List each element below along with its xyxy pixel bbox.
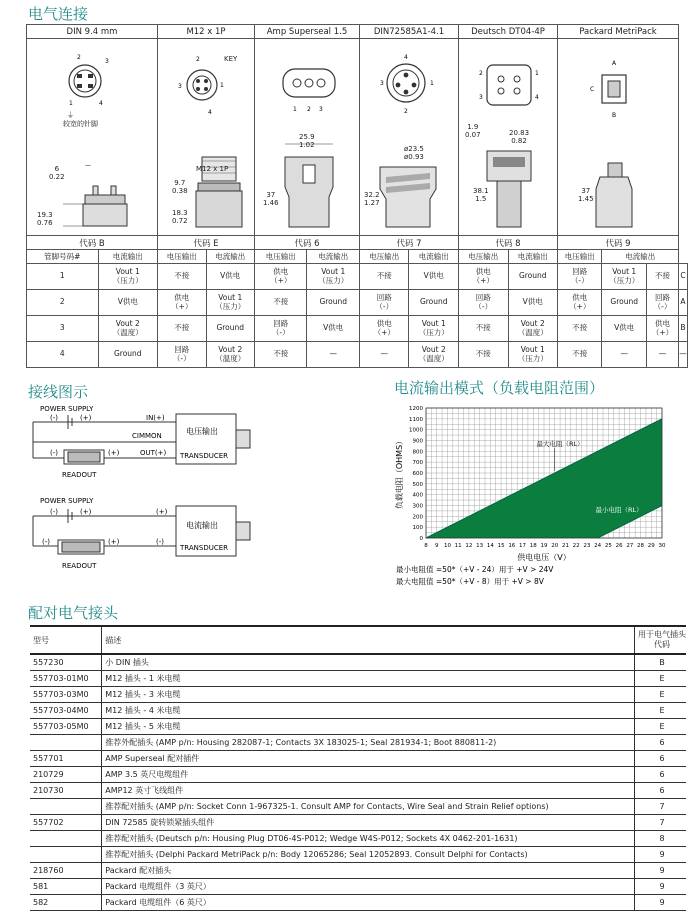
pin-cell: 回路 （-） xyxy=(558,264,602,290)
pin-cell: — xyxy=(307,342,360,368)
connector-code: E xyxy=(634,670,686,686)
x-tick-label: 19 xyxy=(540,543,548,549)
connector-code: 代码 B xyxy=(27,236,158,250)
connector-code: 6 xyxy=(634,782,686,798)
part-number: 582 xyxy=(30,894,102,910)
pin-cell: Vout 1 （压力） xyxy=(602,264,646,290)
y-tick-label: 300 xyxy=(412,503,423,510)
mating-row xyxy=(30,718,686,734)
part-description: AMP Superseal 配对插件 xyxy=(102,750,635,766)
minus-label: (-) xyxy=(50,449,58,457)
connector-name: DIN 9.4 mm xyxy=(27,25,158,39)
pin-cell: 供电 （+） xyxy=(158,290,207,316)
current-out-header: 电流输出 xyxy=(602,250,679,264)
pin-cell: 回路 （-） xyxy=(459,290,509,316)
pin-header: 管脚号码# xyxy=(27,250,99,264)
dimension-label: 9.7 0.38 xyxy=(172,179,188,195)
pin-cell: Ground xyxy=(409,290,459,316)
connector-drawing-packard xyxy=(558,39,679,236)
out-plus-label: OUT(+) xyxy=(140,449,167,457)
pin-cell: 不接 xyxy=(646,264,678,290)
mating-row xyxy=(30,670,686,686)
svg-text:B: B xyxy=(612,112,617,119)
svg-text:1: 1 xyxy=(293,106,297,113)
svg-text:1: 1 xyxy=(430,80,434,87)
part-number: 218760 xyxy=(30,862,102,878)
pin-cell: 供电 （+） xyxy=(255,264,307,290)
connector-code: 7 xyxy=(634,814,686,830)
part-number: 581 xyxy=(30,878,102,894)
part-description: 推荐配对插头 (AMP p/n: Socket Conn 1-967325-1. Consult AMP for Contacts, Wire Seal and Strain Relief options) xyxy=(102,798,635,814)
x-tick-label: 15 xyxy=(497,543,505,549)
y-tick-label: 100 xyxy=(412,525,423,532)
part-description: Packard 电缆组件（3 英尺） xyxy=(102,878,635,894)
x-tick-label: 29 xyxy=(647,543,655,549)
mating-header: 描述 xyxy=(102,626,635,654)
section-title-electrical: 电气连接 xyxy=(28,5,89,23)
minus-label: (-) xyxy=(156,538,164,546)
x-tick-label: 10 xyxy=(443,543,451,549)
pin-cell: V供电 xyxy=(508,290,558,316)
x-tick-label: 25 xyxy=(604,543,612,549)
connector-drawing-amp xyxy=(255,39,360,236)
part-description: Packard 电缆组件（6 英尺） xyxy=(102,894,635,910)
plus-label: (+) xyxy=(80,508,92,516)
connector-code: 6 xyxy=(634,734,686,750)
svg-text:2: 2 xyxy=(404,108,408,115)
svg-text:C: C xyxy=(590,86,595,93)
svg-text:4: 4 xyxy=(99,100,103,107)
pin-cell: 不接 xyxy=(558,342,602,368)
pin-cell: 回路 （-） xyxy=(255,316,307,342)
part-description: 推荐外配插头 (AMP p/n: Housing 282087-1; Contacts 3X 183025-1; Seal 281934-1; Boot 880811-2) xyxy=(102,734,635,750)
x-tick-label: 13 xyxy=(476,543,484,549)
x-tick-label: 20 xyxy=(551,543,559,549)
part-number xyxy=(30,734,102,750)
y-tick-label: 500 xyxy=(412,481,423,488)
svg-text:1: 1 xyxy=(220,82,224,89)
current-out-header: 电流输出 xyxy=(409,250,459,264)
connector-code: 8 xyxy=(634,830,686,846)
pin-cell: 供电 （+） xyxy=(558,290,602,316)
key-label: KEY xyxy=(224,55,238,63)
x-tick-label: 22 xyxy=(572,543,580,549)
mating-row xyxy=(30,766,686,782)
part-number: 557701 xyxy=(30,750,102,766)
pin-cell: 回路 （-） xyxy=(158,342,207,368)
x-axis-label: 供电电压（V） xyxy=(517,553,571,562)
pin-letter: C xyxy=(679,264,688,290)
current-out-header: 电流输出 xyxy=(307,250,360,264)
pin-cell: 不接 xyxy=(459,316,509,342)
pin-row xyxy=(27,290,688,316)
readout-label: READOUT xyxy=(62,562,97,570)
part-description: DIN 72585 旋转锁紧插头组件 xyxy=(102,814,635,830)
mating-row xyxy=(30,702,686,718)
connector-table xyxy=(26,24,688,368)
x-tick-label: 26 xyxy=(615,543,623,549)
annotation-max: 最大电阻（RL） xyxy=(536,439,584,448)
y-tick-label: 200 xyxy=(412,514,423,521)
x-tick-label: 24 xyxy=(594,543,602,549)
part-description: 推荐配对插头 (Deutsch p/n: Housing Plug DT06-4S-P012; Wedge W4S-P012; Sockets 4X 0462-201-1631) xyxy=(102,830,635,846)
pin-cell: 不接 xyxy=(459,342,509,368)
pin-cell: 不接 xyxy=(255,290,307,316)
pin-cell: Vout 2 （温度） xyxy=(206,342,255,368)
part-number: 557703-04M0 xyxy=(30,702,102,718)
current-out-label: 电流输出 xyxy=(186,521,218,530)
x-tick-label: 9 xyxy=(434,543,439,549)
pin-row xyxy=(27,264,688,290)
dimension-label: M12 x 1P xyxy=(196,165,229,173)
y-tick-label: 900 xyxy=(412,438,423,445)
svg-text:2: 2 xyxy=(77,54,81,61)
connector-name: Amp Superseal 1.5 xyxy=(255,25,360,39)
mating-row xyxy=(30,734,686,750)
pin-cell: Ground xyxy=(206,316,255,342)
pin-cell: — xyxy=(360,342,409,368)
voltage-out-header: 电压输出 xyxy=(459,250,509,264)
voltage-out-header: 电压输出 xyxy=(558,250,602,264)
connector-code: 7 xyxy=(634,798,686,814)
pin-number: 4 xyxy=(27,342,99,368)
x-tick-label: 28 xyxy=(637,543,645,549)
dimension-label: 6 0.22 xyxy=(49,165,65,181)
plus-label: (+) xyxy=(108,538,120,546)
minus-label: (-) xyxy=(50,508,58,516)
svg-text:—: — xyxy=(85,162,91,169)
part-number: 557703-05M0 xyxy=(30,718,102,734)
part-description: 小 DIN 插头 xyxy=(102,654,635,670)
x-tick-label: 8 xyxy=(424,543,428,549)
mating-table xyxy=(30,625,686,911)
x-tick-label: 17 xyxy=(519,543,527,549)
packard-connector-icon xyxy=(558,39,678,233)
pin-letter: — xyxy=(679,342,688,368)
pin-cell: 回路 （-） xyxy=(360,290,409,316)
pin-cell: Vout 1 （压力） xyxy=(307,264,360,290)
pin-cell: Ground xyxy=(508,264,558,290)
transducer-label: TRANSDUCER xyxy=(180,452,229,460)
x-tick-label: 30 xyxy=(658,543,666,549)
svg-text:A: A xyxy=(612,60,617,67)
current-mode-chart xyxy=(392,400,686,596)
y-tick-label: 800 xyxy=(412,449,423,456)
part-number: 557702 xyxy=(30,814,102,830)
part-description: M12 插头 - 4 米电缆 xyxy=(102,702,635,718)
y-tick-label: 600 xyxy=(412,471,423,477)
section-title-mating: 配对电气接头 xyxy=(28,604,119,622)
pin-cell: Vout 1 （压力） xyxy=(508,342,558,368)
pin-cell: V供电 xyxy=(98,290,157,316)
readout-label: READOUT xyxy=(62,471,97,479)
svg-text:⏚: ⏚ xyxy=(67,111,74,119)
pin-cell: 供电 （+） xyxy=(360,316,409,342)
pin-letter: A xyxy=(679,290,688,316)
voltage-out-label: 电压输出 xyxy=(186,427,218,436)
dimension-label: 20.83 0.82 xyxy=(509,129,530,145)
mating-header: 型号 xyxy=(30,626,102,654)
mating-row xyxy=(30,814,686,830)
m12-connector-icon xyxy=(158,39,254,233)
part-number: 210729 xyxy=(30,766,102,782)
svg-text:4: 4 xyxy=(404,54,408,61)
svg-text:2: 2 xyxy=(479,70,483,77)
connector-code: E xyxy=(634,702,686,718)
pin-cell: Ground xyxy=(307,290,360,316)
pin-cell: Vout 1 （压力） xyxy=(206,290,255,316)
connector-name: DIN72585A1-4.1 xyxy=(360,25,459,39)
connector-drawing-din72585 xyxy=(360,39,459,236)
part-description: M12 插头 - 1 米电缆 xyxy=(102,670,635,686)
pin-cell: — xyxy=(646,342,678,368)
pin-cell: V供电 xyxy=(307,316,360,342)
svg-text:3: 3 xyxy=(105,58,109,65)
pin-cell: 供电 （+） xyxy=(646,316,678,342)
pin-cell: V供电 xyxy=(409,264,459,290)
plus-label: (+) xyxy=(80,414,92,422)
pin-cell: 回路 （-） xyxy=(646,290,678,316)
connector-drawing-deutsch xyxy=(459,39,558,236)
mating-rows xyxy=(30,654,686,910)
mating-row xyxy=(30,894,686,910)
y-axis-label: 负载电阻（OHMS） xyxy=(395,436,404,510)
mating-row xyxy=(30,878,686,894)
pin-cell: Ground xyxy=(98,342,157,368)
pin-letter: B xyxy=(679,316,688,342)
svg-text:3: 3 xyxy=(380,80,384,87)
pin-cell: 供电 （+） xyxy=(459,264,509,290)
connector-code: 9 xyxy=(634,894,686,910)
pin-cell: Vout 2 （温度） xyxy=(508,316,558,342)
mating-row xyxy=(30,862,686,878)
pin-cell: Ground xyxy=(602,290,646,316)
y-tick-label: 400 xyxy=(412,492,423,499)
dimension-label: 37 1.46 xyxy=(263,191,279,207)
part-description: AMP12 英寸飞线组件 xyxy=(102,782,635,798)
y-tick-label: 1100 xyxy=(409,416,423,423)
svg-text:4: 4 xyxy=(208,109,212,116)
connector-code: E xyxy=(634,686,686,702)
part-number xyxy=(30,798,102,814)
y-tick-label: 1000 xyxy=(409,427,423,434)
section-title-current-mode: 电流输出模式（负载电阻范围） xyxy=(394,379,605,397)
dimension-label: 25.9 1.02 xyxy=(299,133,315,149)
x-tick-label: 23 xyxy=(583,543,591,549)
x-tick-label: 14 xyxy=(486,543,494,549)
pin-cell: Vout 1 （压力） xyxy=(409,316,459,342)
connector-code: 代码 7 xyxy=(360,236,459,250)
mating-row xyxy=(30,846,686,862)
x-tick-label: 12 xyxy=(465,543,473,549)
mating-row xyxy=(30,750,686,766)
svg-text:3: 3 xyxy=(319,106,323,113)
x-tick-label: 21 xyxy=(561,543,569,549)
part-description: M12 插头 - 5 米电缆 xyxy=(102,718,635,734)
part-number xyxy=(30,830,102,846)
pin-cell: 不接 xyxy=(158,264,207,290)
pin-row xyxy=(27,316,688,342)
svg-text:3: 3 xyxy=(178,83,182,90)
mating-row xyxy=(30,654,686,670)
connector-code: 6 xyxy=(634,750,686,766)
plus-label: (+) xyxy=(156,508,168,516)
part-number: 557703-01M0 xyxy=(30,670,102,686)
connector-drawing-din xyxy=(27,39,158,236)
in-plus-label: IN(+) xyxy=(146,414,165,422)
part-description: 推荐配对插头 (Delphi Packard MetriPack p/n: Body 12065286; Seal 12052893. Consult Delphi for Contacts) xyxy=(102,846,635,862)
dimension-label: 37 1.45 xyxy=(578,187,594,203)
current-out-header: 电流输出 xyxy=(98,250,157,264)
connector-code: 9 xyxy=(634,846,686,862)
pin-number: 3 xyxy=(27,316,99,342)
dimension-label: ø23.5 ø0.93 xyxy=(404,145,424,161)
part-description: M12 插头 - 3 米电缆 xyxy=(102,686,635,702)
part-number: 557230 xyxy=(30,654,102,670)
minus-label: (-) xyxy=(50,414,58,422)
connector-code: 9 xyxy=(634,862,686,878)
connector-code: B xyxy=(634,654,686,670)
connector-code: 代码 6 xyxy=(255,236,360,250)
mating-row xyxy=(30,798,686,814)
connector-drawing-m12 xyxy=(158,39,255,236)
part-description: AMP 3.5 英尺电缆组件 xyxy=(102,766,635,782)
dimension-label: 19.3 0.76 xyxy=(37,211,53,227)
svg-text:2: 2 xyxy=(196,56,200,63)
wide-pin-note: 较宽的针脚 xyxy=(63,120,98,128)
pin-cell: 不接 xyxy=(158,316,207,342)
pin-cell: 不接 xyxy=(360,264,409,290)
power-supply-label: POWER SUPPLY xyxy=(40,497,94,505)
x-tick-label: 16 xyxy=(508,543,516,549)
pin-cell: 不接 xyxy=(255,342,307,368)
connector-code: E xyxy=(634,718,686,734)
formula-max: 最大电阻值 =50*（+V - 8）用于 +V > 8V xyxy=(396,577,544,586)
current-out-header: 电流输出 xyxy=(206,250,255,264)
common-label: CIMMON xyxy=(132,432,162,440)
svg-text:4: 4 xyxy=(535,94,539,101)
section-title-wiring: 接线图示 xyxy=(28,383,89,401)
plus-label: (+) xyxy=(108,449,120,457)
annotation-min: 最小电阻（RL） xyxy=(595,506,643,514)
wiring-diagram xyxy=(28,400,298,580)
pin-cell: — xyxy=(602,342,646,368)
formula-min: 最小电阻值 =50*（+V - 24）用于 +V > 24V xyxy=(396,565,554,574)
transducer-label: TRANSDUCER xyxy=(180,544,229,552)
pin-cell: V供电 xyxy=(206,264,255,290)
dimension-label: 18.3 0.72 xyxy=(172,209,188,225)
connector-code: 代码 E xyxy=(158,236,255,250)
current-out-header: 电流输出 xyxy=(508,250,558,264)
mating-row xyxy=(30,686,686,702)
pin-rows xyxy=(27,264,688,368)
pin-cell: Vout 2 （温度） xyxy=(98,316,157,342)
mating-row xyxy=(30,782,686,798)
x-tick-label: 18 xyxy=(529,543,537,549)
pin-number: 2 xyxy=(27,290,99,316)
pin-row xyxy=(27,342,688,368)
x-tick-label: 27 xyxy=(626,543,634,549)
svg-text:3: 3 xyxy=(479,94,483,101)
mating-header: 用于电气插头 代码 xyxy=(634,626,686,654)
dimension-label: 38.1 1.5 xyxy=(473,187,489,203)
part-number: 210730 xyxy=(30,782,102,798)
pin-cell: Vout 1 （压力） xyxy=(98,264,157,290)
part-number xyxy=(30,846,102,862)
minus-label: (-) xyxy=(42,538,50,546)
connector-name: Packard MetriPack xyxy=(558,25,679,39)
pin-cell: V供电 xyxy=(602,316,646,342)
svg-text:1: 1 xyxy=(535,70,539,77)
part-number: 557703-03M0 xyxy=(30,686,102,702)
power-supply-label: POWER SUPPLY xyxy=(40,405,94,413)
dimension-label: 32.2 1.27 xyxy=(364,191,380,207)
pin-cell: Vout 2 （温度） xyxy=(409,342,459,368)
connector-code: 9 xyxy=(634,878,686,894)
svg-text:2: 2 xyxy=(307,106,311,113)
voltage-out-header: 电压输出 xyxy=(158,250,207,264)
part-description: Packard 配对插头 xyxy=(102,862,635,878)
connector-code: 代码 8 xyxy=(459,236,558,250)
svg-text:1: 1 xyxy=(69,100,73,107)
pin-number: 1 xyxy=(27,264,99,290)
connector-code: 6 xyxy=(634,766,686,782)
y-tick-label: 700 xyxy=(412,460,423,467)
pin-cell: 不接 xyxy=(558,316,602,342)
mating-row xyxy=(30,830,686,846)
voltage-out-header: 电压输出 xyxy=(360,250,409,264)
x-tick-label: 11 xyxy=(454,543,462,549)
connector-name: Deutsch DT04-4P xyxy=(459,25,558,39)
y-tick-label: 1200 xyxy=(409,406,423,412)
din-connector-icon xyxy=(27,39,157,233)
y-tick-label: 0 xyxy=(419,536,423,542)
voltage-out-header: 电压输出 xyxy=(255,250,307,264)
dimension-label: 1.9 0.07 xyxy=(465,123,481,139)
connector-name: M12 x 1P xyxy=(158,25,255,39)
connector-code: 代码 9 xyxy=(558,236,679,250)
